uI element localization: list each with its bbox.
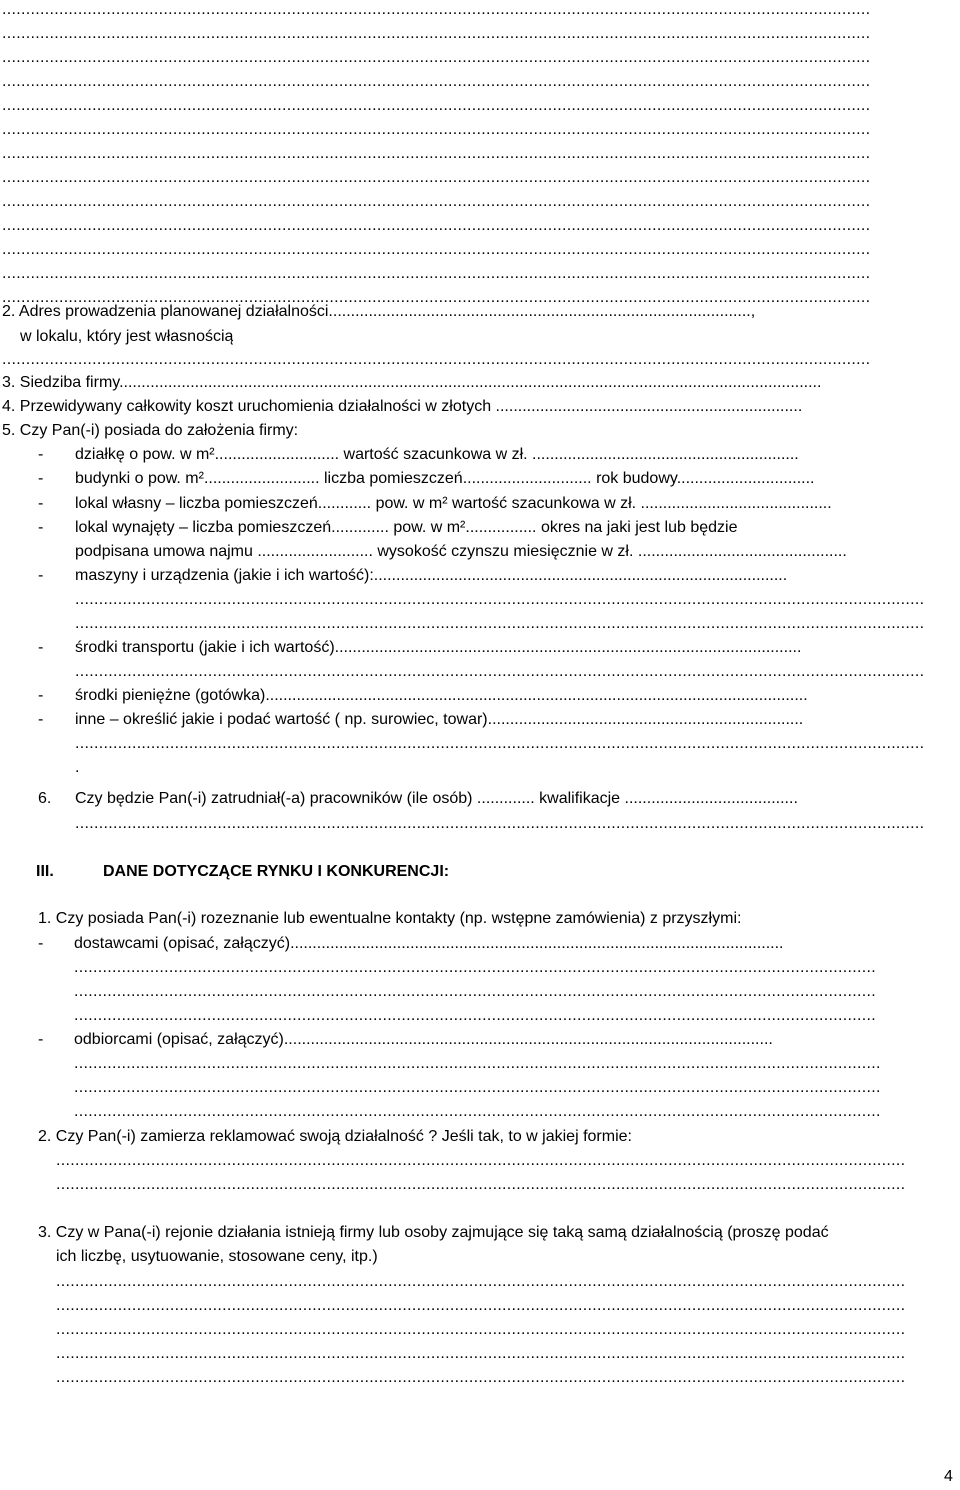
competition-answer-line[interactable]: ................................................................................................................................................................................... [56, 1273, 906, 1290]
recipient-dash: - [38, 1031, 44, 1048]
competition-answer-line[interactable]: ................................................................................................................................................................................... [56, 1369, 906, 1386]
q3-seat-line: 3. Siedziba firmy.............................................................................................................................................................. [2, 374, 822, 391]
recipient-label: odbiorcami (opisać, załączyć).............................................................................................................. [74, 1031, 773, 1048]
list-dash: - [38, 519, 44, 536]
asset-item: maszyny i urządzenia (jakie i ich wartość):............................................................................................. [75, 567, 788, 584]
competition-answer-line[interactable]: ................................................................................................................................................................................... [56, 1345, 906, 1362]
s3-q3-question-line1: 3. Czy w Pana(-i) rejonie działania istnieją firmy lub osoby zajmujące się taką samą działalnością (proszę podać [38, 1224, 829, 1241]
asset-answer-line[interactable]: ................................................................................................................................................................................... [75, 591, 925, 608]
asset-item: lokal własny – liczba pomieszczeń............ pow. w m² wartość szacunkowa w zł. ........................................... [75, 495, 832, 512]
s3-q2-question: 2. Czy Pan(-i) zamierza reklamować swoją działalność ? Jeśli tak, to w jakiej formie: [38, 1128, 632, 1145]
s3-q3-question-line2: ich liczbę, usytuowanie, stosowane ceny, itp.) [56, 1248, 378, 1265]
blank-answer-line[interactable]: ....................................................................................................................................................................................... [2, 121, 871, 138]
advertising-answer-line[interactable]: ................................................................................................................................................................................... [56, 1176, 906, 1193]
q5-question: 5. Czy Pan(-i) posiada do założenia firmy: [2, 422, 299, 439]
competition-answer-line[interactable]: ................................................................................................................................................................................... [56, 1297, 906, 1314]
supplier-answer-line[interactable]: ......................................................................................................................................................................... [74, 983, 876, 1000]
competition-answer-line[interactable]: ................................................................................................................................................................................... [56, 1321, 906, 1338]
asset-item: budynki o pow. m².......................... liczba pomieszczeń............................. rok budowy............................... [75, 470, 815, 487]
asset-item: środki pieniężne (gotówka).......................................................................................................................... [75, 687, 808, 704]
section-number: III. [36, 863, 54, 880]
blank-answer-line[interactable]: ....................................................................................................................................................................................... [2, 25, 871, 42]
supplier-answer-line[interactable]: ......................................................................................................................................................................... [74, 959, 876, 976]
list-dash: - [38, 495, 44, 512]
asset-item: działkę o pow. w m²............................ wartość szacunkowa w zł. ............................................................ [75, 446, 799, 463]
supplier-label: dostawcami (opisać, załączyć)............................................................................................................... [74, 935, 784, 952]
asset-item: inne – określić jakie i podać wartość ( np. surowiec, towar)....................................................................... [75, 711, 804, 728]
blank-answer-line[interactable]: ....................................................................................................................................................................................... [2, 145, 871, 162]
asset-answer-line[interactable]: ................................................................................................................................................................................... [75, 615, 925, 632]
blank-answer-line[interactable]: ....................................................................................................................................................................................... [2, 265, 871, 282]
asset-answer-line[interactable]: . [75, 759, 80, 776]
q6-number: 6. [38, 790, 52, 807]
section-title: DANE DOTYCZĄCE RYNKU I KONKURENCJI: [103, 863, 450, 880]
blank-answer-line[interactable]: ....................................................................................................................................................................................... [2, 241, 871, 258]
blank-answer-line[interactable]: ....................................................................................................................................................................................... [2, 49, 871, 66]
list-dash: - [38, 711, 44, 728]
list-dash: - [38, 639, 44, 656]
q4-cost-line: 4. Przewidywany całkowity koszt uruchomienia działalności w złotych ..................................................................... [2, 398, 803, 415]
recipient-answer-line[interactable]: .......................................................................................................................................................................... [74, 1079, 881, 1096]
blank-answer-line[interactable]: ....................................................................................................................................................................................... [2, 169, 871, 186]
recipient-answer-line[interactable]: .......................................................................................................................................................................... [74, 1103, 881, 1120]
list-dash: - [38, 687, 44, 704]
asset-item: środki transportu (jakie i ich wartość)......................................................................................................... [75, 639, 802, 656]
q2-address-line: 2. Adres prowadzenia planowanej działalności..............................................................................................., [2, 303, 756, 320]
asset-item: podpisana umowa najmu .......................... wysokość czynszu miesięcznie w zł. ............................................... [75, 543, 847, 560]
recipient-answer-line[interactable]: .......................................................................................................................................................................... [74, 1055, 881, 1072]
blank-answer-line[interactable]: ....................................................................................................................................................................................... [2, 193, 871, 210]
list-dash: - [38, 470, 44, 487]
advertising-answer-line[interactable]: ................................................................................................................................................................................... [56, 1152, 906, 1169]
q2-premises-label: w lokalu, który jest własnością [20, 328, 234, 345]
q6-employees-question: Czy będzie Pan(-i) zatrudniał(-a) pracowników (ile osób) ............. kwalifikacje ....................................... [75, 790, 798, 807]
list-dash: - [38, 446, 44, 463]
supplier-dash: - [38, 935, 44, 952]
q6-answer-line[interactable]: ................................................................................................................................................................................... [75, 815, 925, 832]
blank-answer-line[interactable]: ....................................................................................................................................................................................... [2, 289, 871, 306]
blank-answer-line[interactable]: ....................................................................................................................................................................................... [2, 73, 871, 90]
blank-answer-line[interactable]: ....................................................................................................................................................................................... [2, 217, 871, 234]
asset-answer-line[interactable]: ................................................................................................................................................................................... [75, 735, 925, 752]
q2-answer-line[interactable]: ....................................................................................................................................................................................... [2, 351, 871, 368]
asset-answer-line[interactable]: ................................................................................................................................................................................... [75, 663, 925, 680]
asset-item: lokal wynajęty – liczba pomieszczeń............. pow. w m²................ okres na jaki jest lub będzie [75, 519, 738, 536]
page-number: 4 [944, 1468, 953, 1485]
s3-q1-question: 1. Czy posiada Pan(-i) rozeznanie lub ewentualne kontakty (np. wstępne zamówienia) z przyszłymi: [38, 910, 742, 927]
blank-answer-line[interactable]: ....................................................................................................................................................................................... [2, 97, 871, 114]
list-dash: - [38, 567, 44, 584]
blank-answer-line[interactable]: ....................................................................................................................................................................................... [2, 1, 871, 18]
supplier-answer-line[interactable]: ......................................................................................................................................................................... [74, 1007, 876, 1024]
